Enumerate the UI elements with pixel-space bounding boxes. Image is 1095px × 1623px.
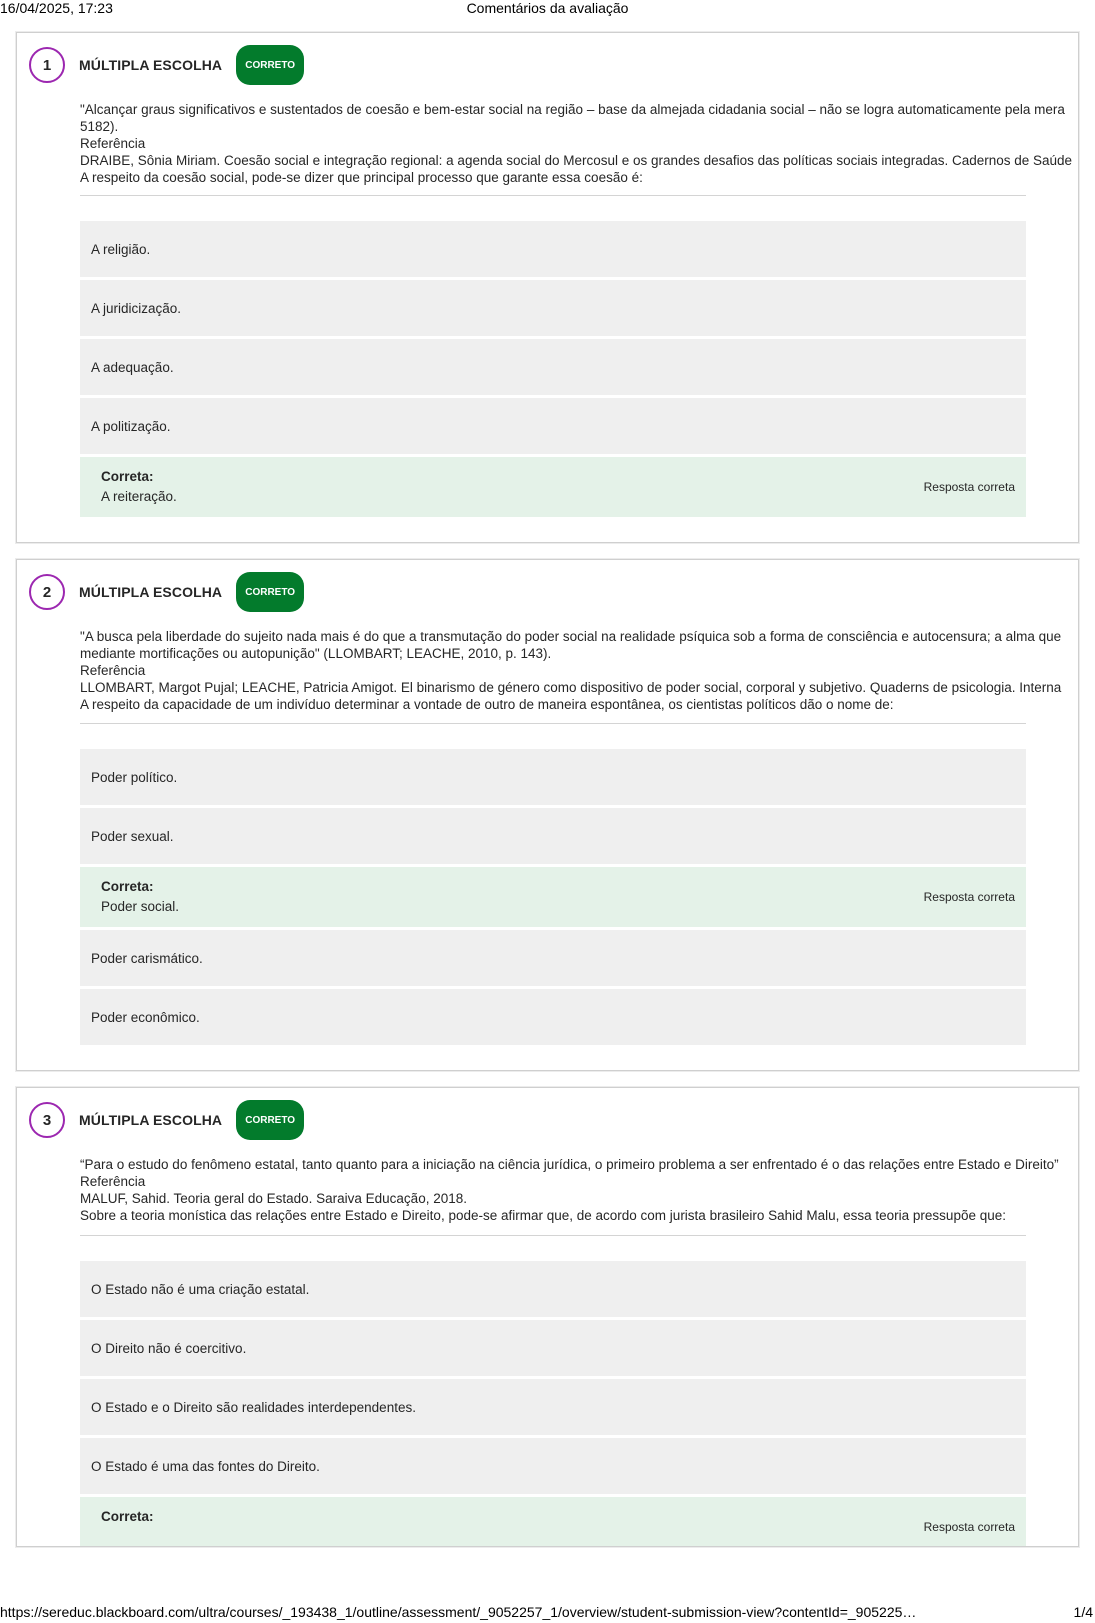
question-header [29, 1100, 304, 1140]
page-number: 1/4 [1073, 1604, 1093, 1620]
correct-answer-status: Resposta correta [923, 890, 1015, 904]
question-text [80, 628, 1079, 713]
divider [80, 1235, 1026, 1236]
option-text: A reiteração. [101, 489, 177, 504]
question-text-line: Sobre a teoria monística das relações entre Estado e Direito, pode-se afirmar que, de acordo com jurista brasileiro Sahid Malu, essa teoria pressupõe que: [80, 1208, 1006, 1223]
option-text: A politização. [91, 418, 171, 434]
question-text [80, 1156, 1079, 1224]
question-type: MÚLTIPLA ESCOLHA [79, 584, 223, 600]
divider [80, 195, 1026, 196]
option-text: Poder econômico. [91, 1009, 200, 1025]
option-text: O Estado não é uma criação estatal. [91, 1281, 310, 1297]
answer-option[interactable] [80, 221, 1026, 277]
status-badge: CORRETO [236, 572, 304, 612]
answer-option[interactable] [80, 280, 1026, 336]
question-number: 3 [29, 1102, 65, 1138]
question-card-3 [16, 1087, 1079, 1547]
question-text-line: LLOMBART, Margot Pujal; LEACHE, Patricia Amigot. El binarismo de género como dispositivo de poder social, corporal y subjetivo. Quaderns de psicologia. Interna [80, 680, 1062, 695]
option-text: O Estado e o Direito são realidades interdependentes. [91, 1399, 416, 1415]
option-text: A juridicização. [91, 300, 182, 316]
option-text: Poder político. [91, 769, 178, 785]
question-number: 1 [29, 47, 65, 83]
question-card-2 [16, 559, 1079, 1071]
option-text: Poder carismático. [91, 950, 203, 966]
question-text-line: A respeito da coesão social, pode-se dizer que principal processo que garante essa coesão é: [80, 170, 643, 185]
question-number: 2 [29, 574, 65, 610]
question-text-line: Referência [80, 136, 146, 151]
correct-label: Correta: [101, 879, 154, 894]
question-text-line: "Alcançar graus significativos e sustentados de coesão e bem-estar social na região – base da almejada cidadania social – não se logra automaticamente pela mera [80, 102, 1065, 117]
question-text-line: “Para o estudo do fenômeno estatal, tanto quanto para a iniciação na ciência jurídica, o primeiro problema a ser enfrentado é o das relações entre Estado e Direito” [80, 1157, 1059, 1172]
answer-option[interactable] [80, 339, 1026, 395]
question-text-line: "A busca pela liberdade do sujeito nada mais é do que a transmutação do poder social na realidade psíquica sob a forma de consciência e autocensura; a alma que [80, 629, 1062, 644]
option-text: O Estado é uma das fontes do Direito. [91, 1458, 320, 1474]
answer-option[interactable] [80, 1261, 1026, 1317]
option-text: A religião. [91, 241, 151, 257]
answer-option[interactable] [80, 1320, 1026, 1376]
option-text: Poder social. [101, 899, 180, 914]
question-text [80, 101, 1079, 186]
print-footer [0, 1604, 1095, 1623]
question-header [29, 572, 304, 612]
print-date: 16/04/2025, 17:23 [0, 0, 113, 16]
answer-option[interactable] [80, 1379, 1026, 1435]
answer-option-correct[interactable] [80, 457, 1026, 517]
option-text: Poder sexual. [91, 828, 174, 844]
question-text-line: DRAIBE, Sônia Miriam. Coesão social e integração regional: a agenda social do Mercosul e os grandes desafios das políticas sociais integradas. Cadernos de Saúde [80, 153, 1073, 168]
question-text-line: 5182). [80, 119, 119, 134]
question-text-line: MALUF, Sahid. Teoria geral do Estado. Saraiva Educação, 2018. [80, 1191, 467, 1206]
question-type: MÚLTIPLA ESCOLHA [79, 1112, 223, 1128]
question-text-line: Referência [80, 663, 146, 678]
answer-option-correct[interactable] [80, 1497, 1026, 1547]
correct-answer-status: Resposta correta [923, 480, 1015, 494]
question-type: MÚLTIPLA ESCOLHA [79, 57, 223, 73]
answer-option[interactable] [80, 398, 1026, 454]
status-badge: CORRETO [236, 45, 304, 85]
answer-option[interactable] [80, 749, 1026, 805]
print-header [0, 0, 1095, 18]
divider [80, 723, 1026, 724]
option-text: A adequação. [91, 359, 174, 375]
answer-option[interactable] [80, 1438, 1026, 1494]
answer-option[interactable] [80, 808, 1026, 864]
answer-option[interactable] [80, 989, 1026, 1045]
status-badge: CORRETO [236, 1100, 304, 1140]
answer-option-correct[interactable] [80, 867, 1026, 927]
correct-label: Correta: [101, 1509, 154, 1524]
correct-label: Correta: [101, 469, 154, 484]
question-text-line: mediante mortificações ou autopunição" (LLOMBART; LEACHE, 2010, p. 143). [80, 646, 552, 661]
correct-answer-status: Resposta correta [923, 1520, 1015, 1534]
question-text-line: Referência [80, 1174, 146, 1189]
question-card-1 [16, 32, 1079, 543]
question-text-line: A respeito da capacidade de um indivíduo determinar a vontade de outro de maneira espontânea, os cientistas políticos dão o nome de: [80, 697, 894, 712]
answer-option[interactable] [80, 930, 1026, 986]
question-header [29, 45, 304, 85]
option-text: O Direito não é coercitivo. [91, 1340, 247, 1356]
print-title: Comentários da avaliação [466, 0, 629, 16]
print-url: https://sereduc.blackboard.com/ultra/courses/_193438_1/outline/assessment/_9052257_1/overview/student-submission-view?contentId=_905225… [0, 1604, 917, 1620]
